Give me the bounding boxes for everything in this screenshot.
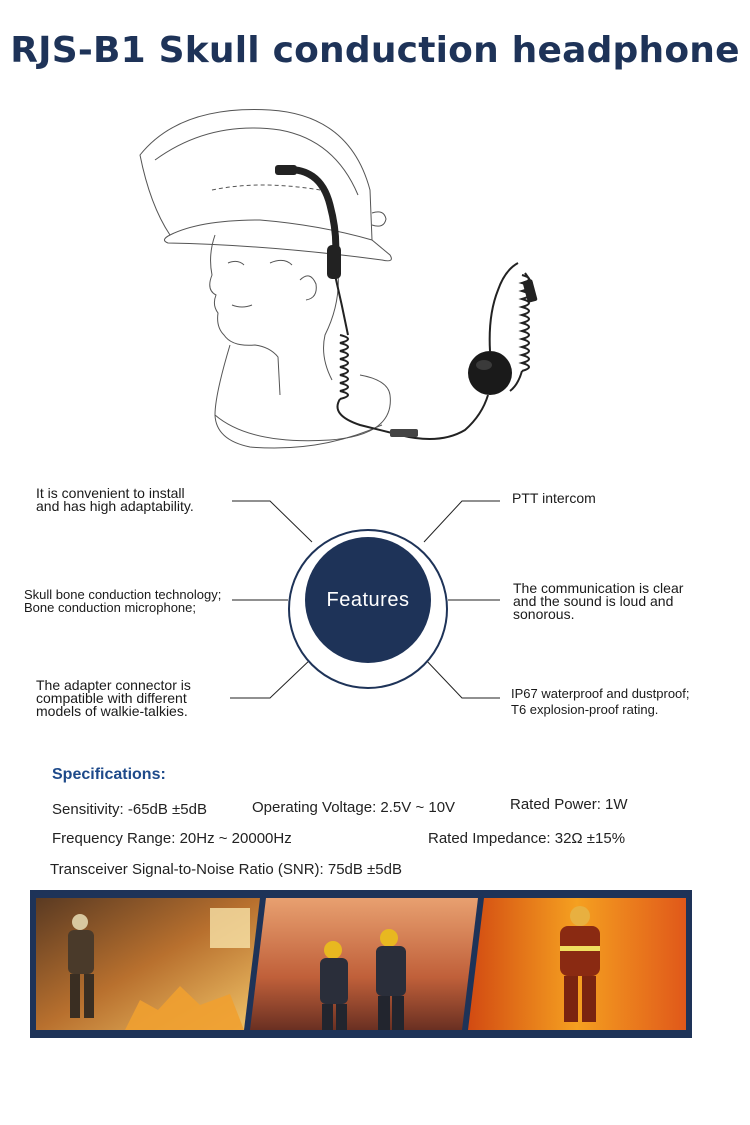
- feature-adapter-connector: The adapter connector is compatible with different models of walkie-talkies.: [36, 677, 191, 719]
- page-title: RJS-B1 Skull conduction headphone: [10, 30, 740, 71]
- spec-frequency-range: Frequency Range: 20Hz ~ 20000Hz: [52, 830, 292, 847]
- product-illustration: [120, 95, 580, 465]
- firefighter-photo-banner: [30, 890, 692, 1038]
- head-profile: [210, 235, 280, 395]
- features-badge: [305, 537, 431, 663]
- feature-ip67: IP67 waterproof and dustproof; T6 explosion-proof rating.: [511, 686, 690, 717]
- features-label: Features: [326, 588, 410, 611]
- spec-rated-power: Rated Power: 1W: [510, 796, 628, 813]
- feature-easy-install: It is convenient to install and has high adaptability.: [36, 485, 194, 514]
- ptt-button: [468, 351, 512, 395]
- feature-bone-conduction: Skull bone conduction technology; Bone conduction microphone;: [24, 587, 222, 615]
- headset-band: [280, 169, 336, 260]
- feature-clear-sound: The communication is clear and the sound is loud and sonorous.: [513, 580, 684, 622]
- spec-snr: Transceiver Signal-to-Noise Ratio (SNR): 75dB ±5dB: [50, 861, 402, 878]
- helmet-outline: [140, 110, 372, 240]
- photo-panel-2: [250, 898, 478, 1030]
- specifications-heading: Specifications:: [52, 766, 166, 783]
- feature-ptt-intercom: PTT intercom: [512, 490, 596, 506]
- spec-rated-impedance: Rated Impedance: 32Ω ±15%: [428, 830, 626, 847]
- firefighter-photos: [30, 890, 692, 1038]
- spec-operating-voltage: Operating Voltage: 2.5V ~ 10V: [252, 799, 456, 816]
- spec-sensitivity: Sensitivity: -65dB ±5dB: [52, 801, 207, 818]
